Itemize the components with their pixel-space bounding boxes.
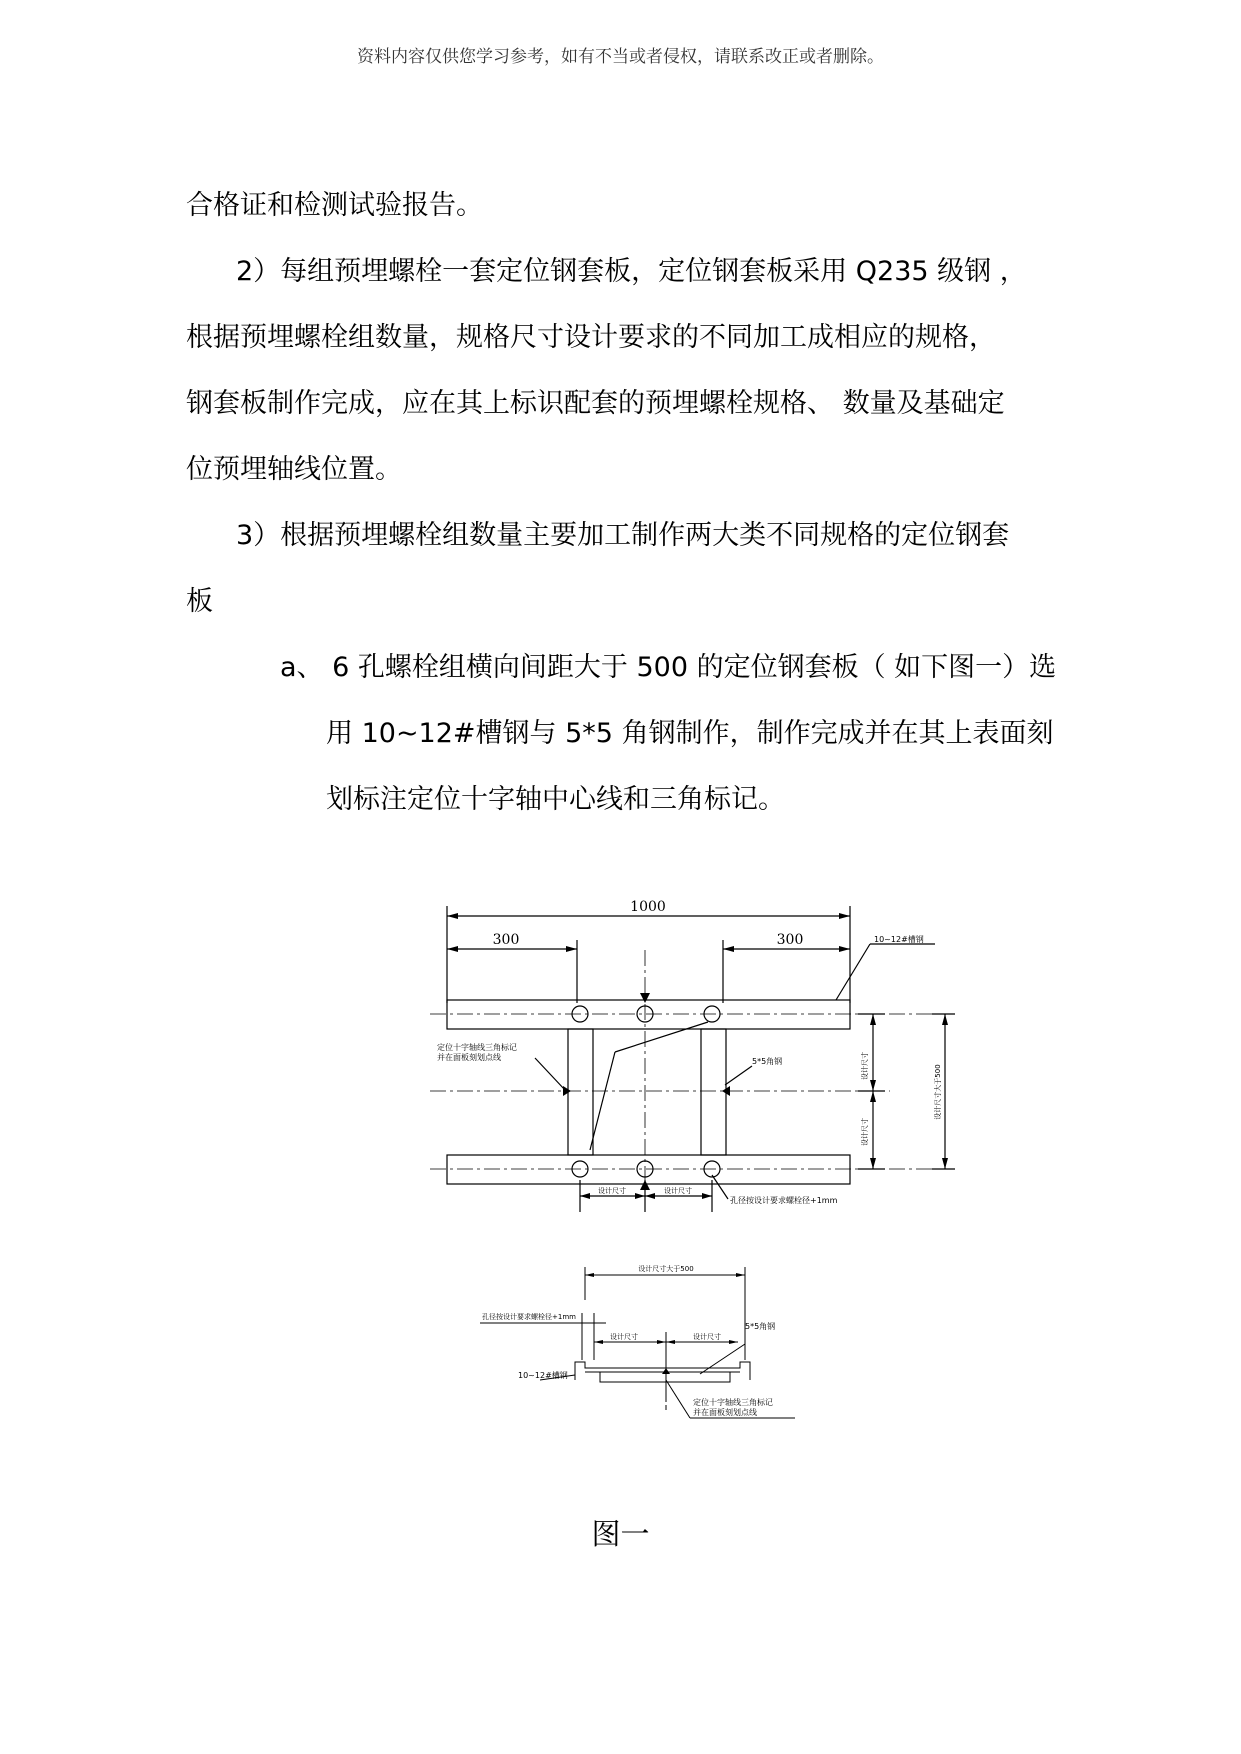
top-channel [447,1000,850,1029]
section-design-1-label: 设计尺寸 [610,1333,638,1341]
page-header-disclaimer: 资料内容仅供您学习参考，如有不当或者侵权，请联系改正或者删除。 [357,47,884,67]
plan-design-h1-label: 设计尺寸 [598,1187,626,1195]
plan-marker-label-1: 定位十字轴线三角标记 [437,1043,517,1052]
dim-total-label: 1000 [630,899,666,915]
dim-left-label: 300 [492,932,520,948]
bottom-channel [447,1155,850,1184]
paragraph-line-6: 3）根据预埋螺栓组数量主要加工制作两大类不同规格的定位钢套 [236,520,1010,551]
section-view [480,1267,795,1418]
dim-right-label: 300 [776,932,804,948]
plan-angle-label: 5*5角钢 [752,1057,783,1066]
plan-hole-label: 孔径按设计要求螺栓径+1mm [730,1196,838,1205]
right-angle [701,1029,726,1155]
paragraph-line-7: 板 [186,586,213,617]
section-marker-label-2: 并在面板刻划点线 [693,1408,757,1417]
section-angle-label: 5*5角钢 [745,1322,776,1331]
plan-design-v2-label: 设计尺寸 [861,1118,869,1146]
paragraph-line-1: 合格证和检测试验报告。 [186,190,483,221]
section-marker-label-1: 定位十字轴线三角标记 [693,1398,773,1407]
paragraph-line-10: 划标注定位十字轴中心线和三角标记。 [326,784,785,815]
section-hole-label: 孔径按设计要求螺栓径+1mm [482,1313,576,1321]
paragraph-line-5: 位预埋轴线位置。 [186,454,402,485]
paragraph-line-3: 根据预埋螺栓组数量，规格尺寸设计要求的不同加工成相应的规格， [186,322,996,353]
plan-design-v1-label: 设计尺寸 [861,1052,869,1080]
figure-caption: 图一 [591,1517,650,1551]
left-angle [568,1029,593,1155]
plan-view [430,906,955,1212]
paragraph-line-4: 钢套板制作完成，应在其上标识配套的预埋螺栓规格、 数量及基础定 [186,388,1005,419]
plan-design-gt500-label: 设计尺寸大于500 [934,1064,942,1120]
section-design-2-label: 设计尺寸 [693,1333,721,1341]
paragraph-line-2: 2）每组预埋螺栓一套定位钢套板，定位钢套板采用 Q235 级钢 ， [236,256,1027,287]
plan-marker-label-2: 并在面板刻划点线 [437,1053,501,1062]
plan-design-h2-label: 设计尺寸 [664,1187,692,1195]
paragraph-line-9: 用 10~12#槽钢与 5*5 角钢制作，制作完成并在其上表面刻 [326,718,1054,749]
section-design-gt500-label: 设计尺寸大于500 [638,1265,694,1273]
plan-channel-label: 10~12#槽钢 [874,935,924,944]
paragraph-line-8: a、 6 孔螺栓组横向间距大于 500 的定位钢套板（ 如下图一）选 [280,652,1057,683]
section-channel-label: 10~12#槽钢 [518,1371,568,1380]
